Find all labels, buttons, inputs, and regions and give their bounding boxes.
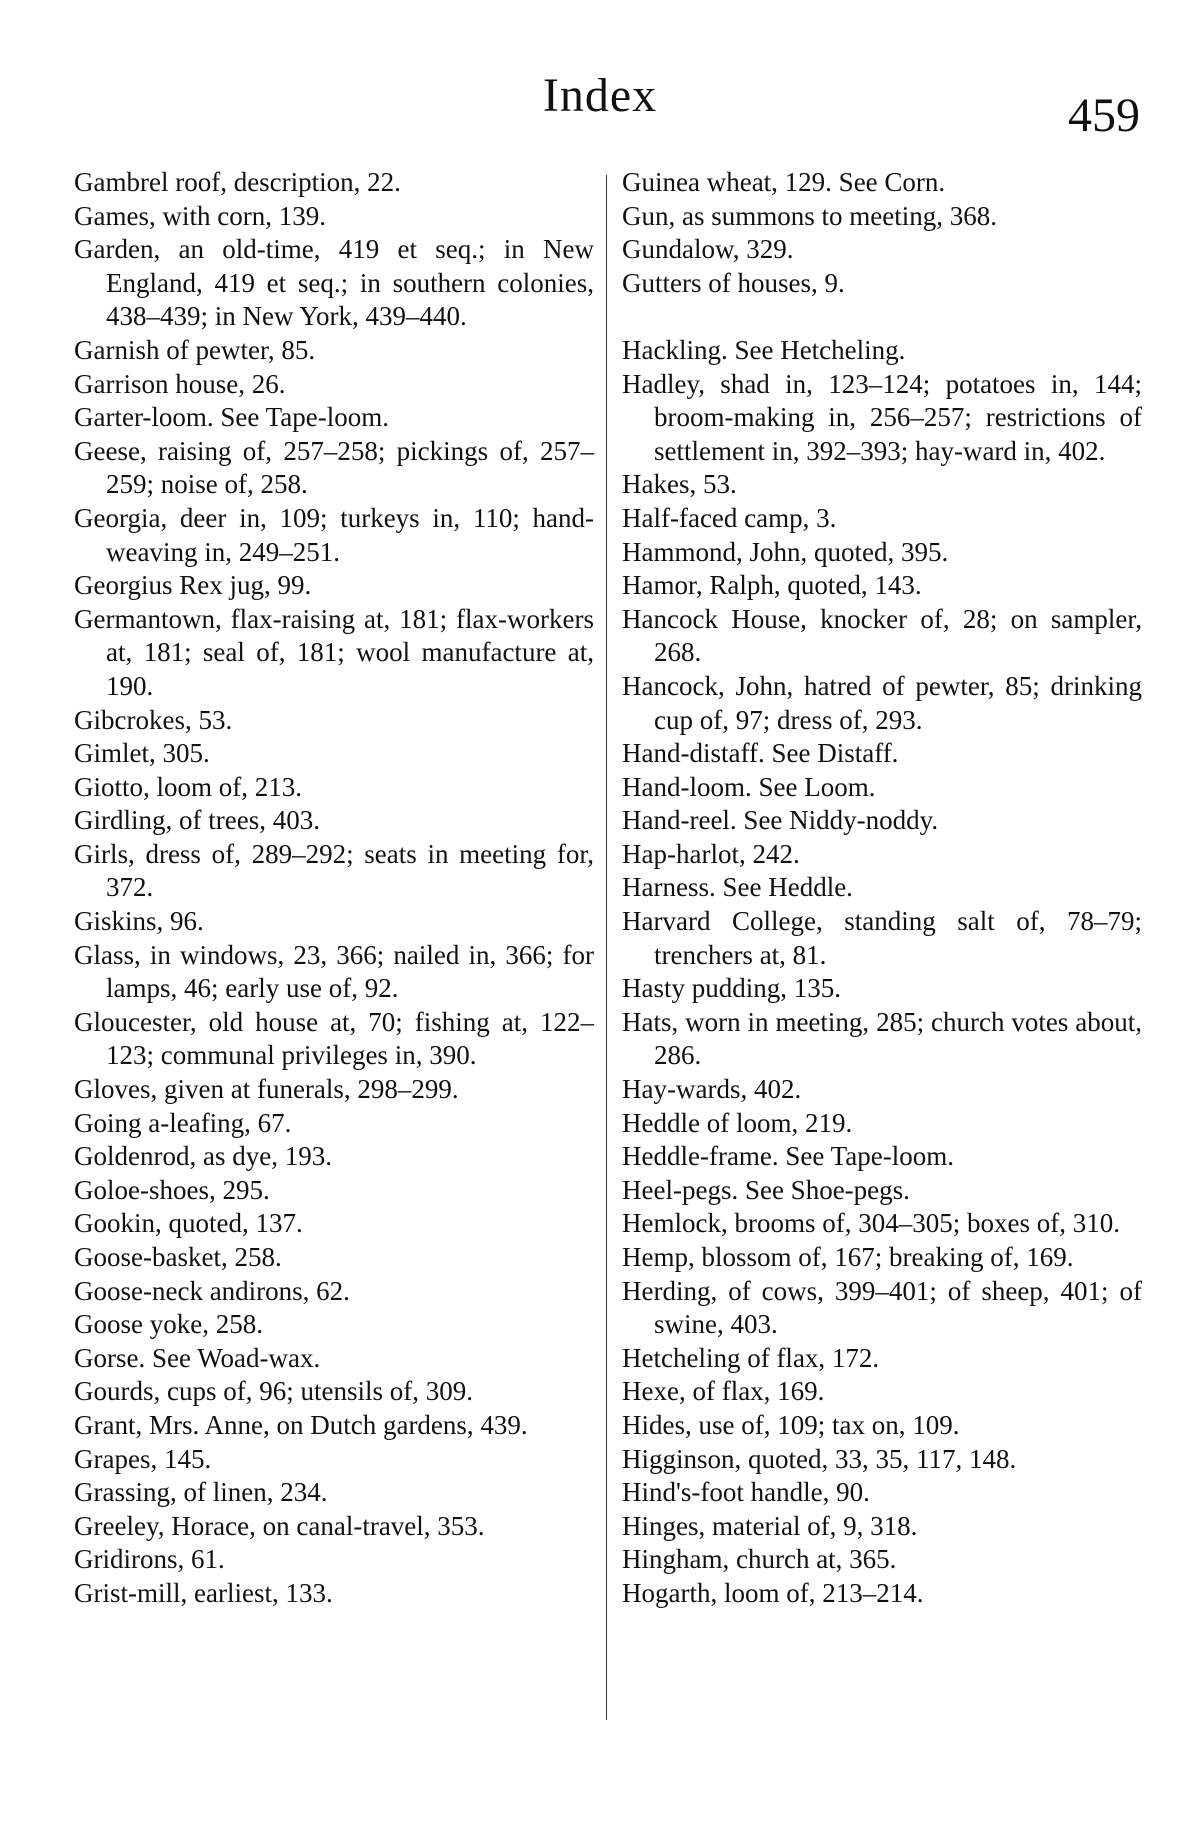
- index-entry: Geese, raising of, 257–258; pickings of, 257–259; noise of, 258.: [74, 435, 594, 500]
- index-entry: Hexe, of flax, 169.: [622, 1376, 825, 1407]
- index-entry: Gourds, cups of, 96; utensils of, 309.: [74, 1376, 473, 1407]
- index-entry: Hancock House, knocker of, 28; on sampler, 268.: [622, 603, 1142, 668]
- index-entry: Greeley, Horace, on canal-travel, 353.: [74, 1510, 485, 1541]
- index-entry: Hasty pudding, 135.: [622, 973, 841, 1004]
- index-entry: Hogarth, loom of, 213–214.: [622, 1577, 924, 1608]
- page-header: [0, 68, 1200, 142]
- index-entry: Girdling, of trees, 403.: [74, 805, 320, 836]
- index-entry: Hats, worn in meeting, 285; church votes about, 286.: [622, 1006, 1142, 1071]
- index-entry: Heddle-frame. See Tape-loom.: [622, 1141, 954, 1172]
- index-entry: Hides, use of, 109; tax on, 109.: [622, 1409, 960, 1440]
- index-entry: Heel-pegs. See Shoe-pegs.: [622, 1174, 910, 1205]
- index-entry: Garter-loom. See Tape-loom.: [74, 402, 389, 433]
- index-entry: Gundalow, 329.: [622, 234, 794, 265]
- index-entry: Hingham, church at, 365.: [622, 1544, 897, 1575]
- index-entry: Hackling. See Hetcheling.: [622, 334, 906, 365]
- index-entry: Going a-leafing, 67.: [74, 1107, 292, 1138]
- index-entry: Hay-wards, 402.: [622, 1074, 802, 1105]
- index-entry: Higginson, quoted, 33, 35, 117, 148.: [622, 1443, 1017, 1474]
- column-divider: [606, 175, 607, 1720]
- index-entry: Hamor, Ralph, quoted, 143.: [622, 570, 922, 601]
- index-entry: Gridirons, 61.: [74, 1544, 225, 1575]
- index-entry: Hand-reel. See Niddy-noddy.: [622, 805, 939, 836]
- index-entry: Gun, as summons to meeting, 368.: [622, 200, 997, 231]
- index-entry: Hancock, John, hatred of pewter, 85; drinking cup of, 97; dress of, 293.: [622, 670, 1142, 735]
- index-entry: Gloves, given at funerals, 298–299.: [74, 1074, 459, 1105]
- index-entry: Gloucester, old house at, 70; fishing at, 122–123; communal privileges in, 390.: [74, 1006, 594, 1071]
- index-entry: Hand-loom. See Loom.: [622, 771, 876, 802]
- index-column-right: [622, 166, 1142, 1611]
- index-entry: Gorse. See Woad-wax.: [74, 1342, 321, 1373]
- index-entry: Goose-basket, 258.: [74, 1242, 282, 1272]
- index-entry: Girls, dress of, 289–292; seats in meeting for, 372.: [74, 838, 594, 903]
- index-column-left: [74, 166, 594, 1611]
- index-entry: Hemlock, brooms of, 304–305; boxes of, 310.: [622, 1208, 1120, 1239]
- index-entry: Games, with corn, 139.: [74, 200, 326, 231]
- index-entry: Gutters of houses, 9.: [622, 267, 845, 298]
- index-entry: Goose yoke, 258.: [74, 1309, 263, 1340]
- index-entry: Grassing, of linen, 234.: [74, 1477, 328, 1508]
- index-entry: Hind's-foot handle, 90.: [622, 1477, 870, 1508]
- index-entry: Harvard College, standing salt of, 78–79; trenchers at, 81.: [622, 906, 1142, 970]
- index-entry: Hemp, blossom of, 167; breaking of, 169.: [622, 1242, 1074, 1272]
- index-entry: Hap-harlot, 242.: [622, 838, 800, 869]
- page-title: Index: [542, 69, 658, 122]
- index-entry: Giskins, 96.: [74, 906, 204, 937]
- index-entry: Gimlet, 305.: [74, 738, 210, 769]
- index-entry: Hinges, material of, 9, 318.: [622, 1510, 918, 1541]
- page-number: 459: [1068, 89, 1140, 142]
- index-entry: Giotto, loom of, 213.: [74, 771, 302, 802]
- index-entry: Georgia, deer in, 109; turkeys in, 110; hand-weaving in, 249–251.: [74, 502, 594, 567]
- index-entry: Hammond, John, quoted, 395.: [622, 536, 949, 567]
- index-entry: Germantown, flax-raising at, 181; flax-workers at, 181; seal of, 181; wool manufacture at, 190.: [74, 603, 594, 701]
- index-entry: Garrison house, 26.: [74, 368, 286, 399]
- index-entry: Grapes, 145.: [74, 1443, 212, 1474]
- index-entry: Glass, in windows, 23, 366; nailed in, 366; for lamps, 46; early use of, 92.: [74, 939, 594, 1004]
- index-entry: Grant, Mrs. Anne, on Dutch gardens, 439.: [74, 1409, 528, 1440]
- index-entry: Heddle of loom, 219.: [622, 1107, 853, 1138]
- index-entry: Gookin, quoted, 137.: [74, 1208, 303, 1239]
- index-entry: Garden, an old-time, 419 et seq.; in New England, 419 et seq.; in southern colonies, 438–439; in New York, 439–440.: [74, 234, 594, 332]
- index-entry: Hakes, 53.: [622, 469, 737, 500]
- index-entry: Gibcrokes, 53.: [74, 704, 233, 735]
- index-entry: Goose-neck andirons, 62.: [74, 1275, 350, 1306]
- index-entry: Guinea wheat, 129. See Corn.: [622, 167, 946, 197]
- index-entry: Hadley, shad in, 123–124; potatoes in, 144; broom-making in, 256–257; restrictions of settlement in, 392–393; hay-ward in, 402.: [622, 368, 1142, 466]
- index-entry: Garnish of pewter, 85.: [74, 334, 316, 365]
- index-entry: Goldenrod, as dye, 193.: [74, 1141, 332, 1172]
- index-entry: Gambrel roof, description, 22.: [74, 167, 401, 197]
- index-entry: Herding, of cows, 399–401; of sheep, 401; of swine, 403.: [622, 1275, 1142, 1340]
- index-entry: Hetcheling of flax, 172.: [622, 1342, 880, 1373]
- index-entry: Goloe-shoes, 295.: [74, 1174, 270, 1205]
- index-entry: Grist-mill, earliest, 133.: [74, 1577, 333, 1608]
- index-entry: Georgius Rex jug, 99.: [74, 570, 312, 601]
- index-entry: Hand-distaff. See Distaff.: [622, 738, 899, 769]
- index-entry: Harness. See Heddle.: [622, 872, 853, 903]
- index-entry: Half-faced camp, 3.: [622, 502, 837, 533]
